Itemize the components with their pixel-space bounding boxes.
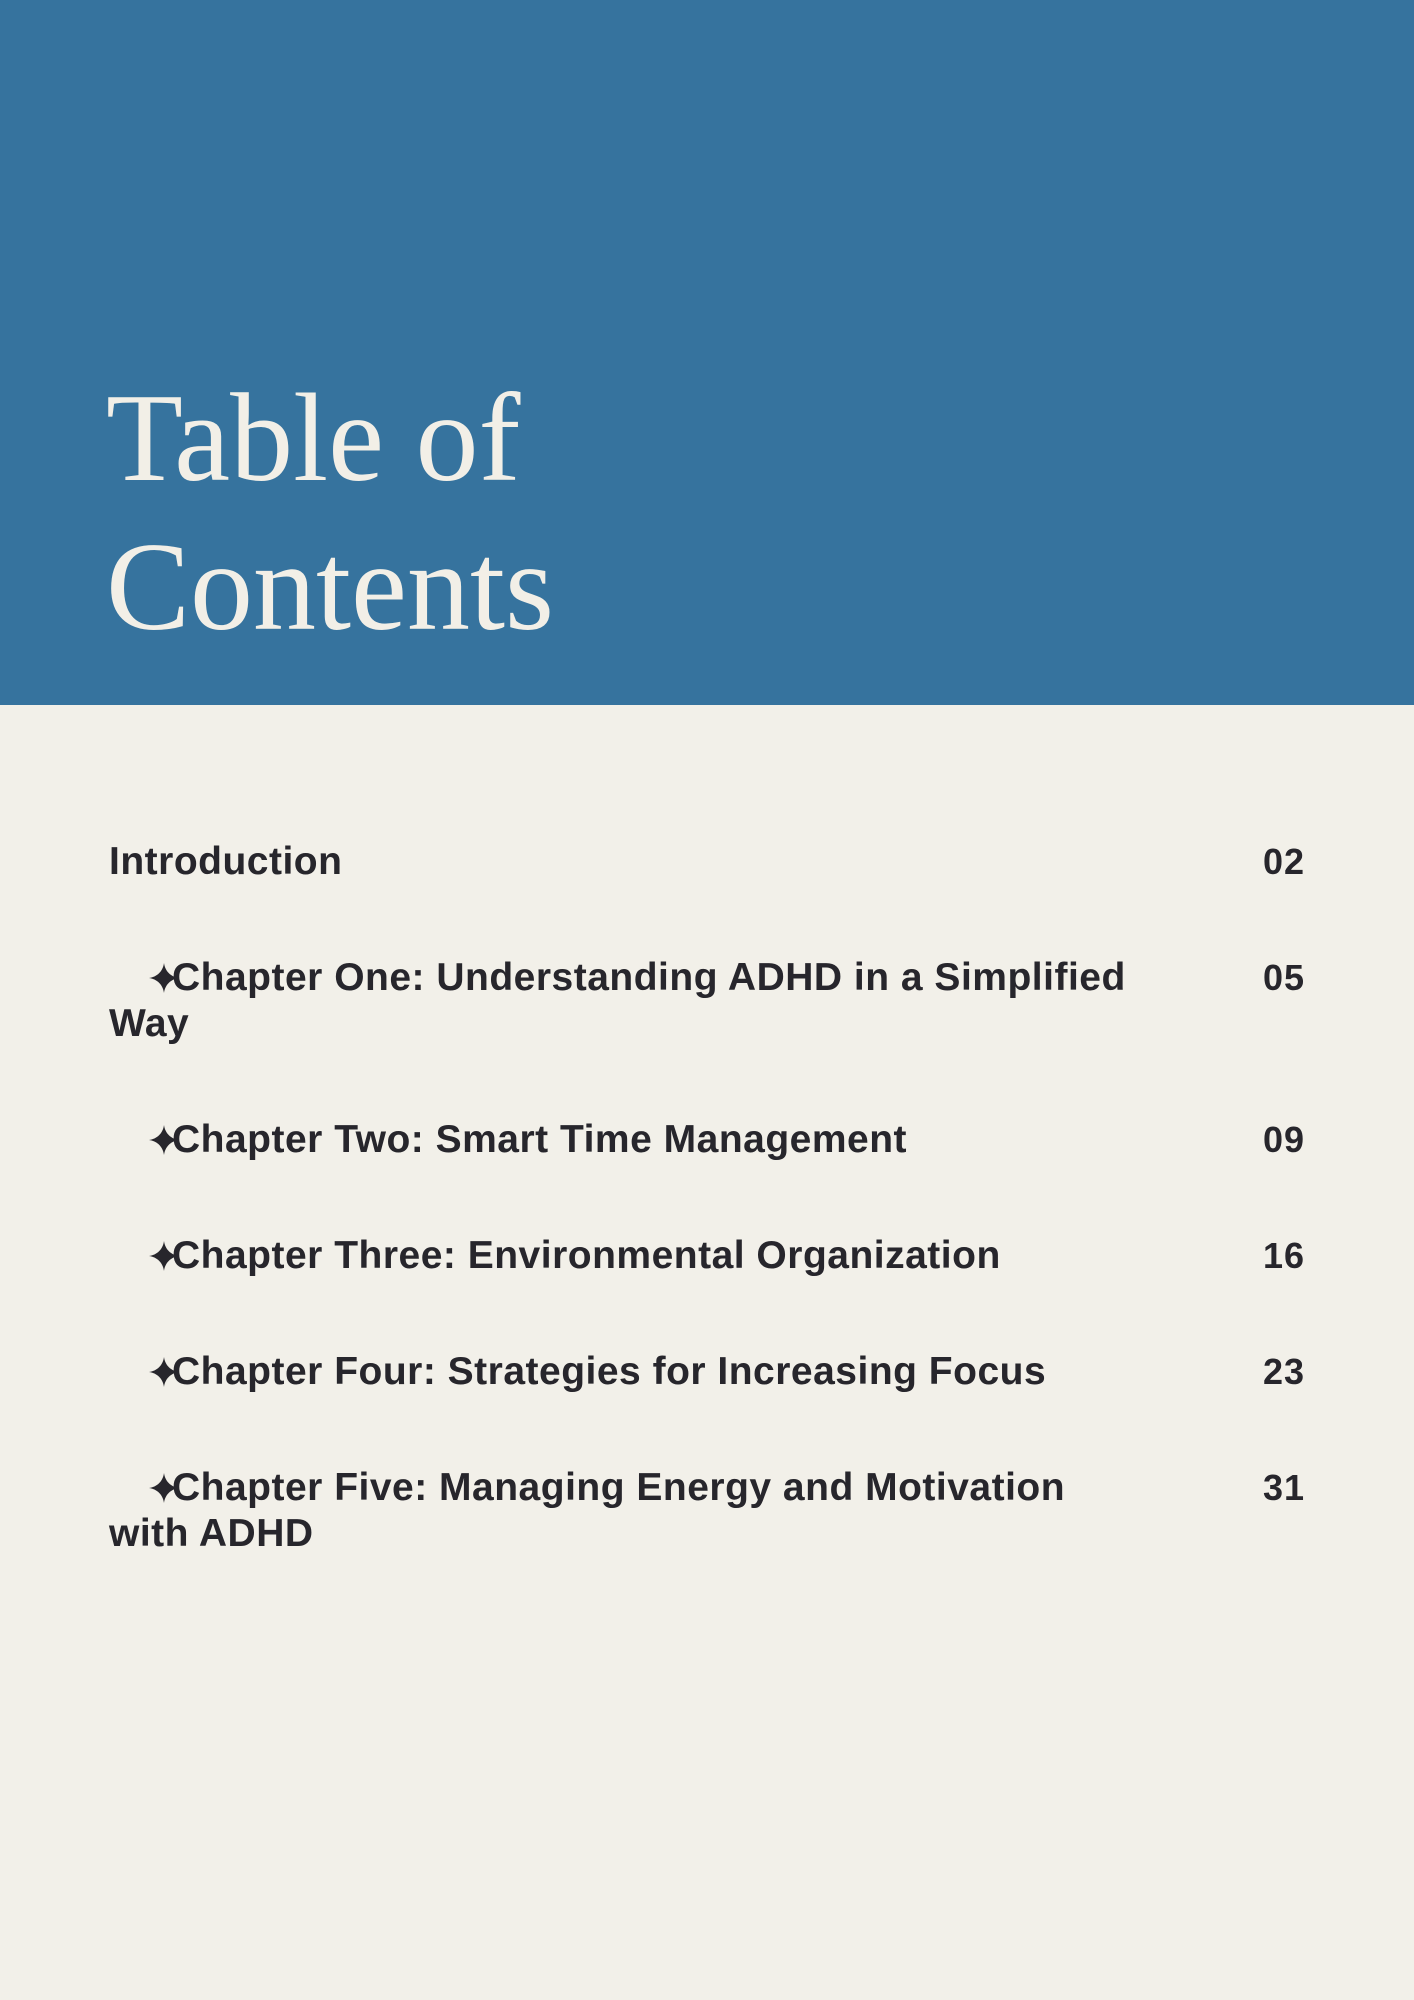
sparkle-icon bbox=[129, 1465, 159, 1511]
sparkle-icon bbox=[129, 1233, 159, 1279]
toc-entry-chapter-one bbox=[109, 955, 1305, 1047]
toc-entry-title bbox=[109, 1117, 907, 1163]
toc-entry-title bbox=[109, 955, 1129, 1047]
toc-entry-title bbox=[109, 1349, 1046, 1395]
toc-entry-label: Chapter Four: Strategies for Increasing Focus bbox=[172, 1350, 1047, 1393]
toc-entry-chapter-three bbox=[109, 1233, 1305, 1279]
toc-entry-title bbox=[109, 1465, 1129, 1557]
toc-page-number: 09 bbox=[1262, 1119, 1305, 1160]
sparkle-icon bbox=[129, 955, 159, 1001]
toc-entry-label: Chapter Three: Environmental Organization bbox=[172, 1234, 1001, 1277]
toc-entry-label: Introduction bbox=[109, 840, 343, 883]
toc-page-number: 05 bbox=[1262, 957, 1305, 998]
sparkle-icon bbox=[129, 1349, 159, 1395]
toc-entry-chapter-two bbox=[109, 1117, 1305, 1163]
toc-entry-title bbox=[109, 1233, 1001, 1279]
toc-entry-label: Chapter One: Understanding ADHD in a Simplified Way bbox=[109, 956, 1126, 1045]
toc-entry-label: Chapter Five: Managing Energy and Motivation with ADHD bbox=[109, 1466, 1066, 1555]
title-banner bbox=[0, 0, 1414, 705]
toc-entry-chapter-four bbox=[109, 1349, 1305, 1395]
toc-page-number: 23 bbox=[1262, 1351, 1305, 1392]
sparkle-icon bbox=[129, 1117, 159, 1163]
table-of-contents bbox=[0, 705, 1414, 1557]
toc-page-number: 02 bbox=[1262, 841, 1305, 882]
page-title: Table of Contents bbox=[106, 369, 555, 657]
toc-page-number: 16 bbox=[1262, 1235, 1305, 1276]
toc-entry-introduction bbox=[109, 839, 1305, 885]
toc-entry-chapter-five bbox=[109, 1465, 1305, 1557]
toc-entry-label: Chapter Two: Smart Time Management bbox=[172, 1118, 908, 1161]
toc-page-number: 31 bbox=[1262, 1467, 1305, 1508]
